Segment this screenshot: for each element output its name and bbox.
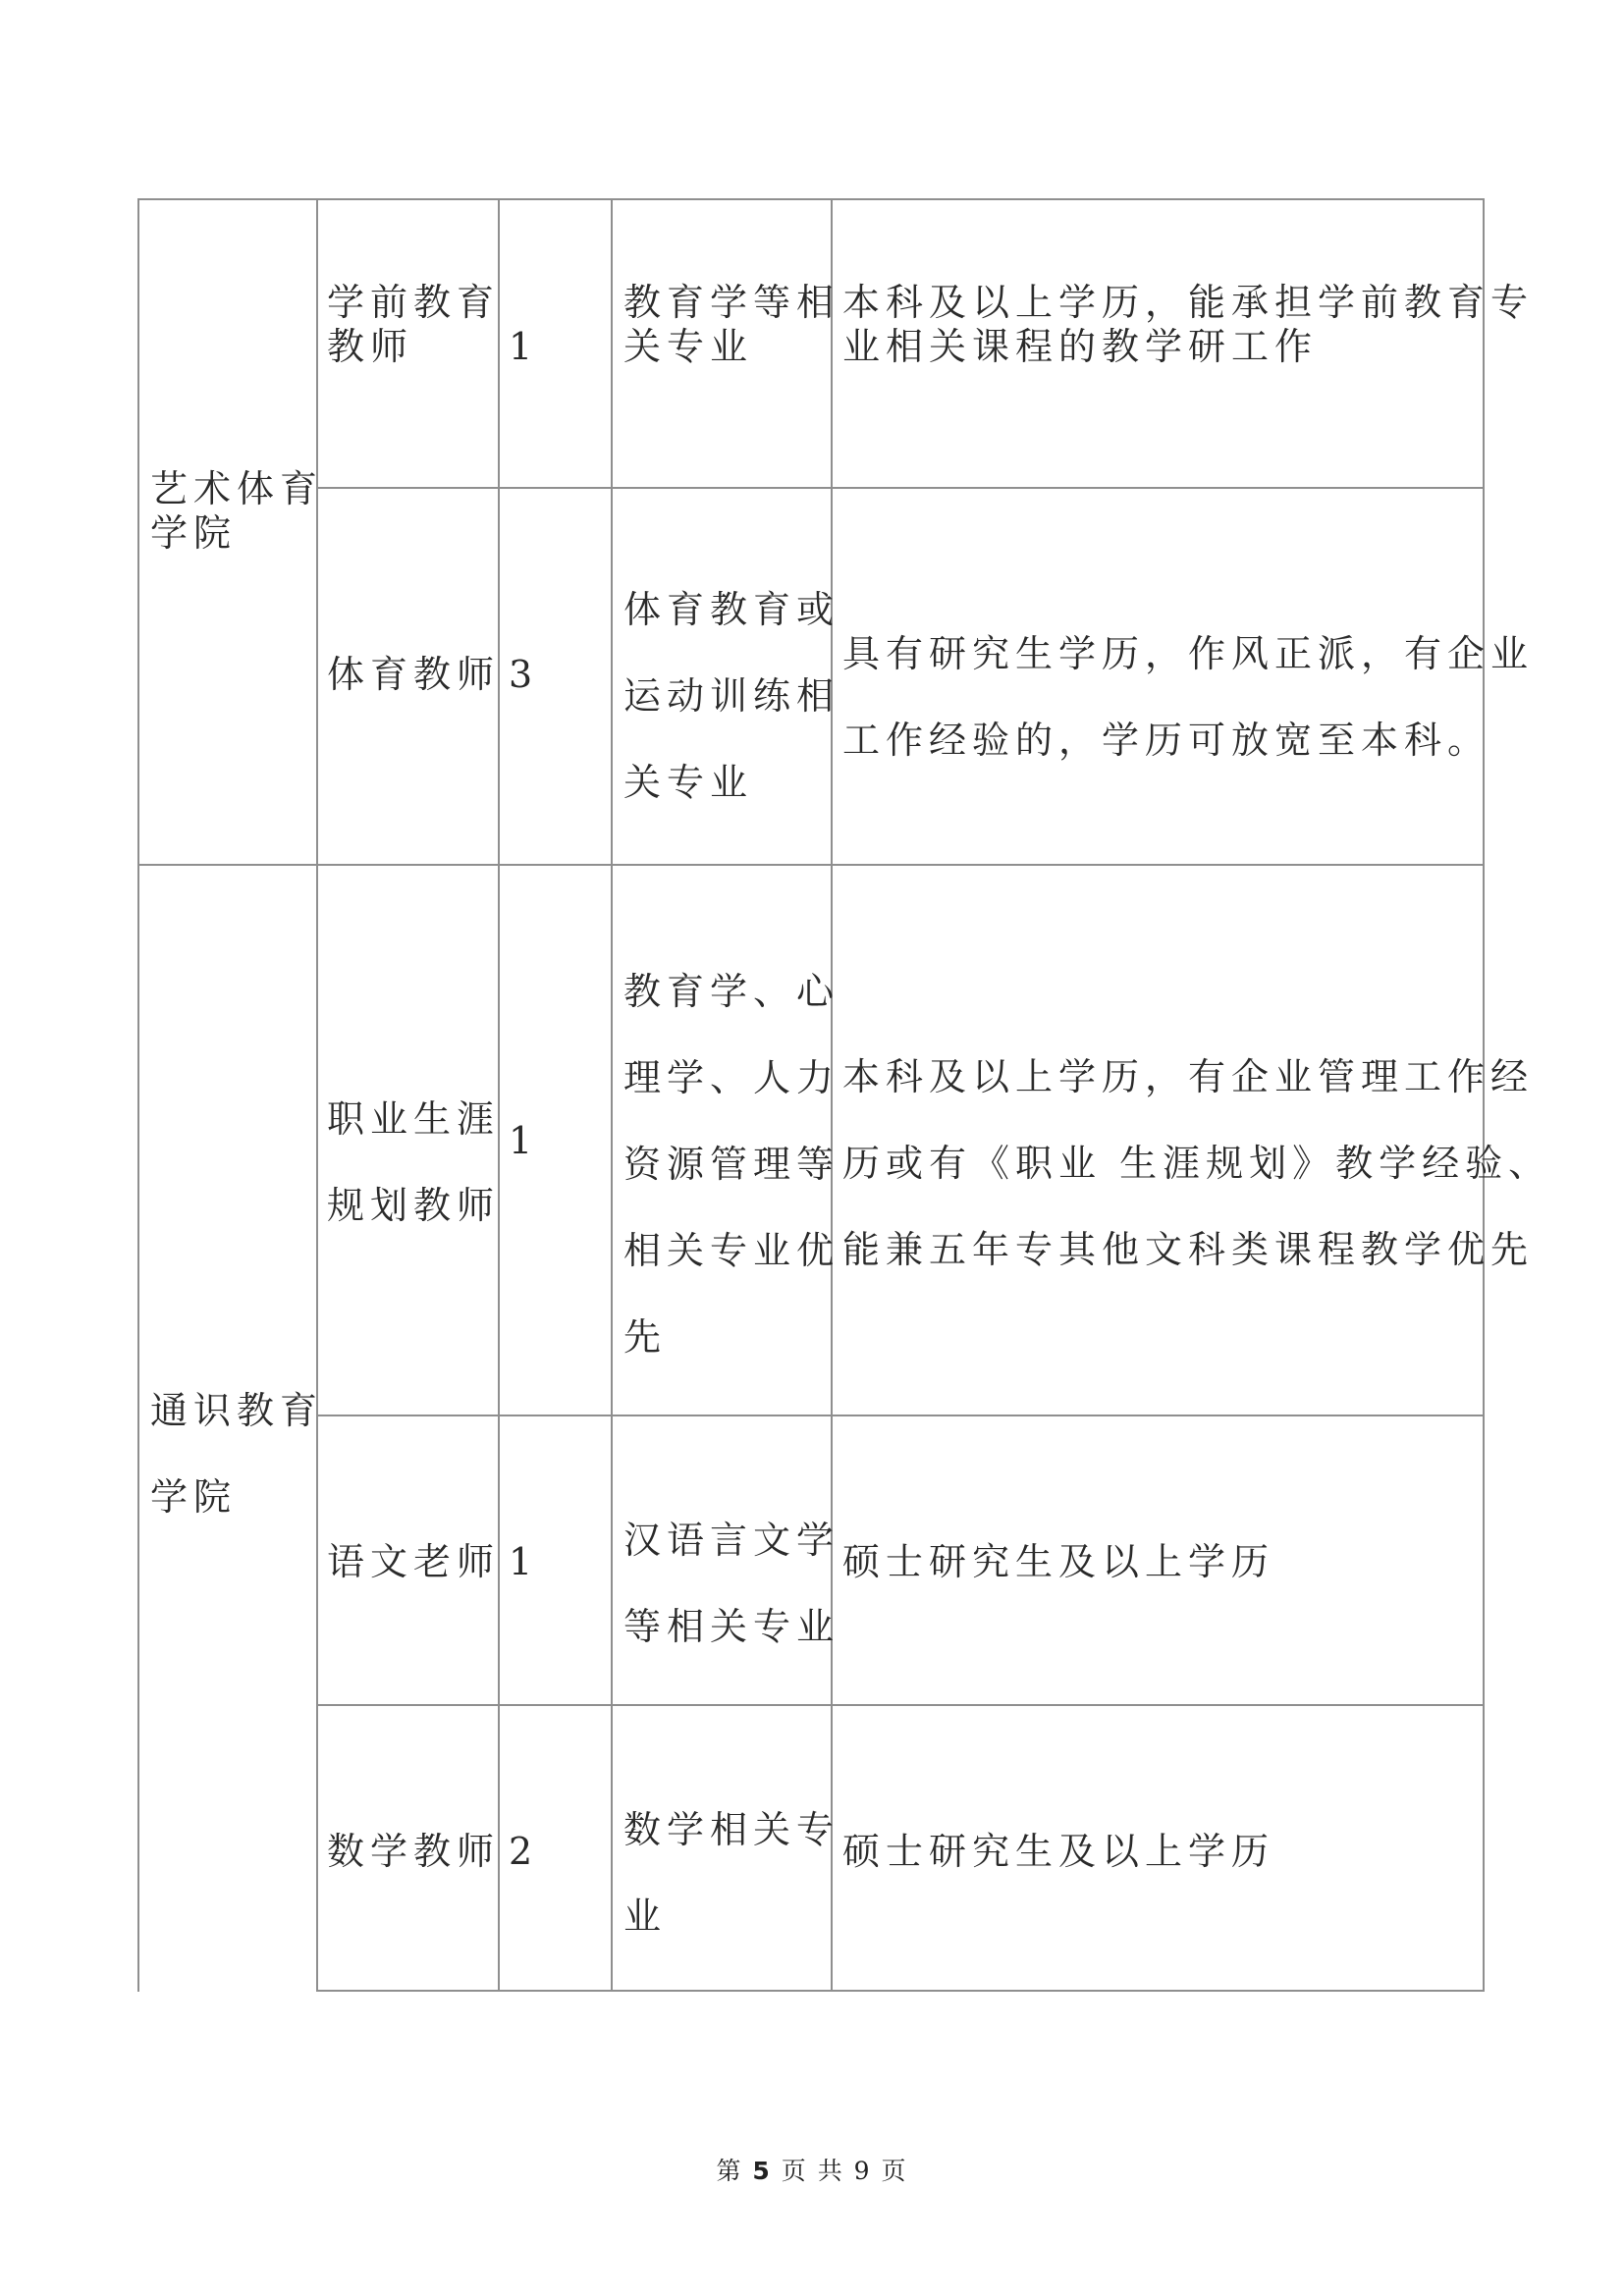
- current-page-number: 5: [752, 2157, 772, 2185]
- count-cell: 1: [509, 1540, 533, 1583]
- department-cell: 通识教育 学院: [150, 1389, 324, 1519]
- requirement-cell: 本科及以上学历，有企业管理工作经 历或有《职业 生涯规划》教学经验、 能兼五年专其他文科类课程教学优先: [842, 1055, 1552, 1271]
- table-divider: [137, 864, 1485, 866]
- count-cell: 3: [509, 653, 533, 696]
- requirement-cell: 本科及以上学历，能承担学前教育专 业相关课程的教学研工作: [842, 281, 1535, 368]
- requirement-cell: 硕士研究生及以上学历: [842, 1830, 1275, 1873]
- requirement-cell: 具有研究生学历，作风正派，有企业 工作经验的，学历可放宽至本科。: [842, 632, 1535, 762]
- table-divider: [316, 1415, 1485, 1416]
- position-cell: 学前教育 教师: [327, 281, 501, 368]
- count-cell: 1: [509, 1119, 533, 1162]
- position-cell: 语文老师: [327, 1540, 501, 1583]
- position-cell: 数学教师: [327, 1830, 501, 1873]
- table-border-top: [137, 198, 1485, 200]
- table-divider: [611, 198, 613, 1992]
- major-cell: 体育教育或 运动训练相 关专业: [623, 588, 840, 804]
- footer-middle: 页 共: [781, 2157, 844, 2185]
- count-cell: 2: [509, 1830, 533, 1873]
- footer-suffix: 页: [881, 2157, 908, 2185]
- table-divider: [316, 1704, 1485, 1706]
- table-divider: [316, 487, 1485, 489]
- page-footer: [0, 2152, 1624, 2187]
- department-cell: 艺术体育 学院: [150, 467, 324, 555]
- requirement-cell: 硕士研究生及以上学历: [842, 1540, 1275, 1583]
- table-border-bottom: [316, 1990, 1485, 1992]
- position-cell: 体育教师: [327, 653, 501, 696]
- major-cell: 汉语言文学 等相关专业: [623, 1519, 840, 1648]
- major-cell: 教育学、心 理学、人力 资源管理等 相关专业优 先: [623, 970, 840, 1359]
- major-cell: 数学相关专 业: [623, 1808, 840, 1938]
- footer-prefix: 第: [716, 2157, 743, 2185]
- position-cell: 职业生涯 规划教师: [327, 1097, 501, 1227]
- table-border-left: [137, 198, 139, 1992]
- count-cell: 1: [509, 325, 533, 368]
- total-page-number: 9: [853, 2157, 872, 2185]
- major-cell: 教育学等相 关专业: [623, 281, 840, 368]
